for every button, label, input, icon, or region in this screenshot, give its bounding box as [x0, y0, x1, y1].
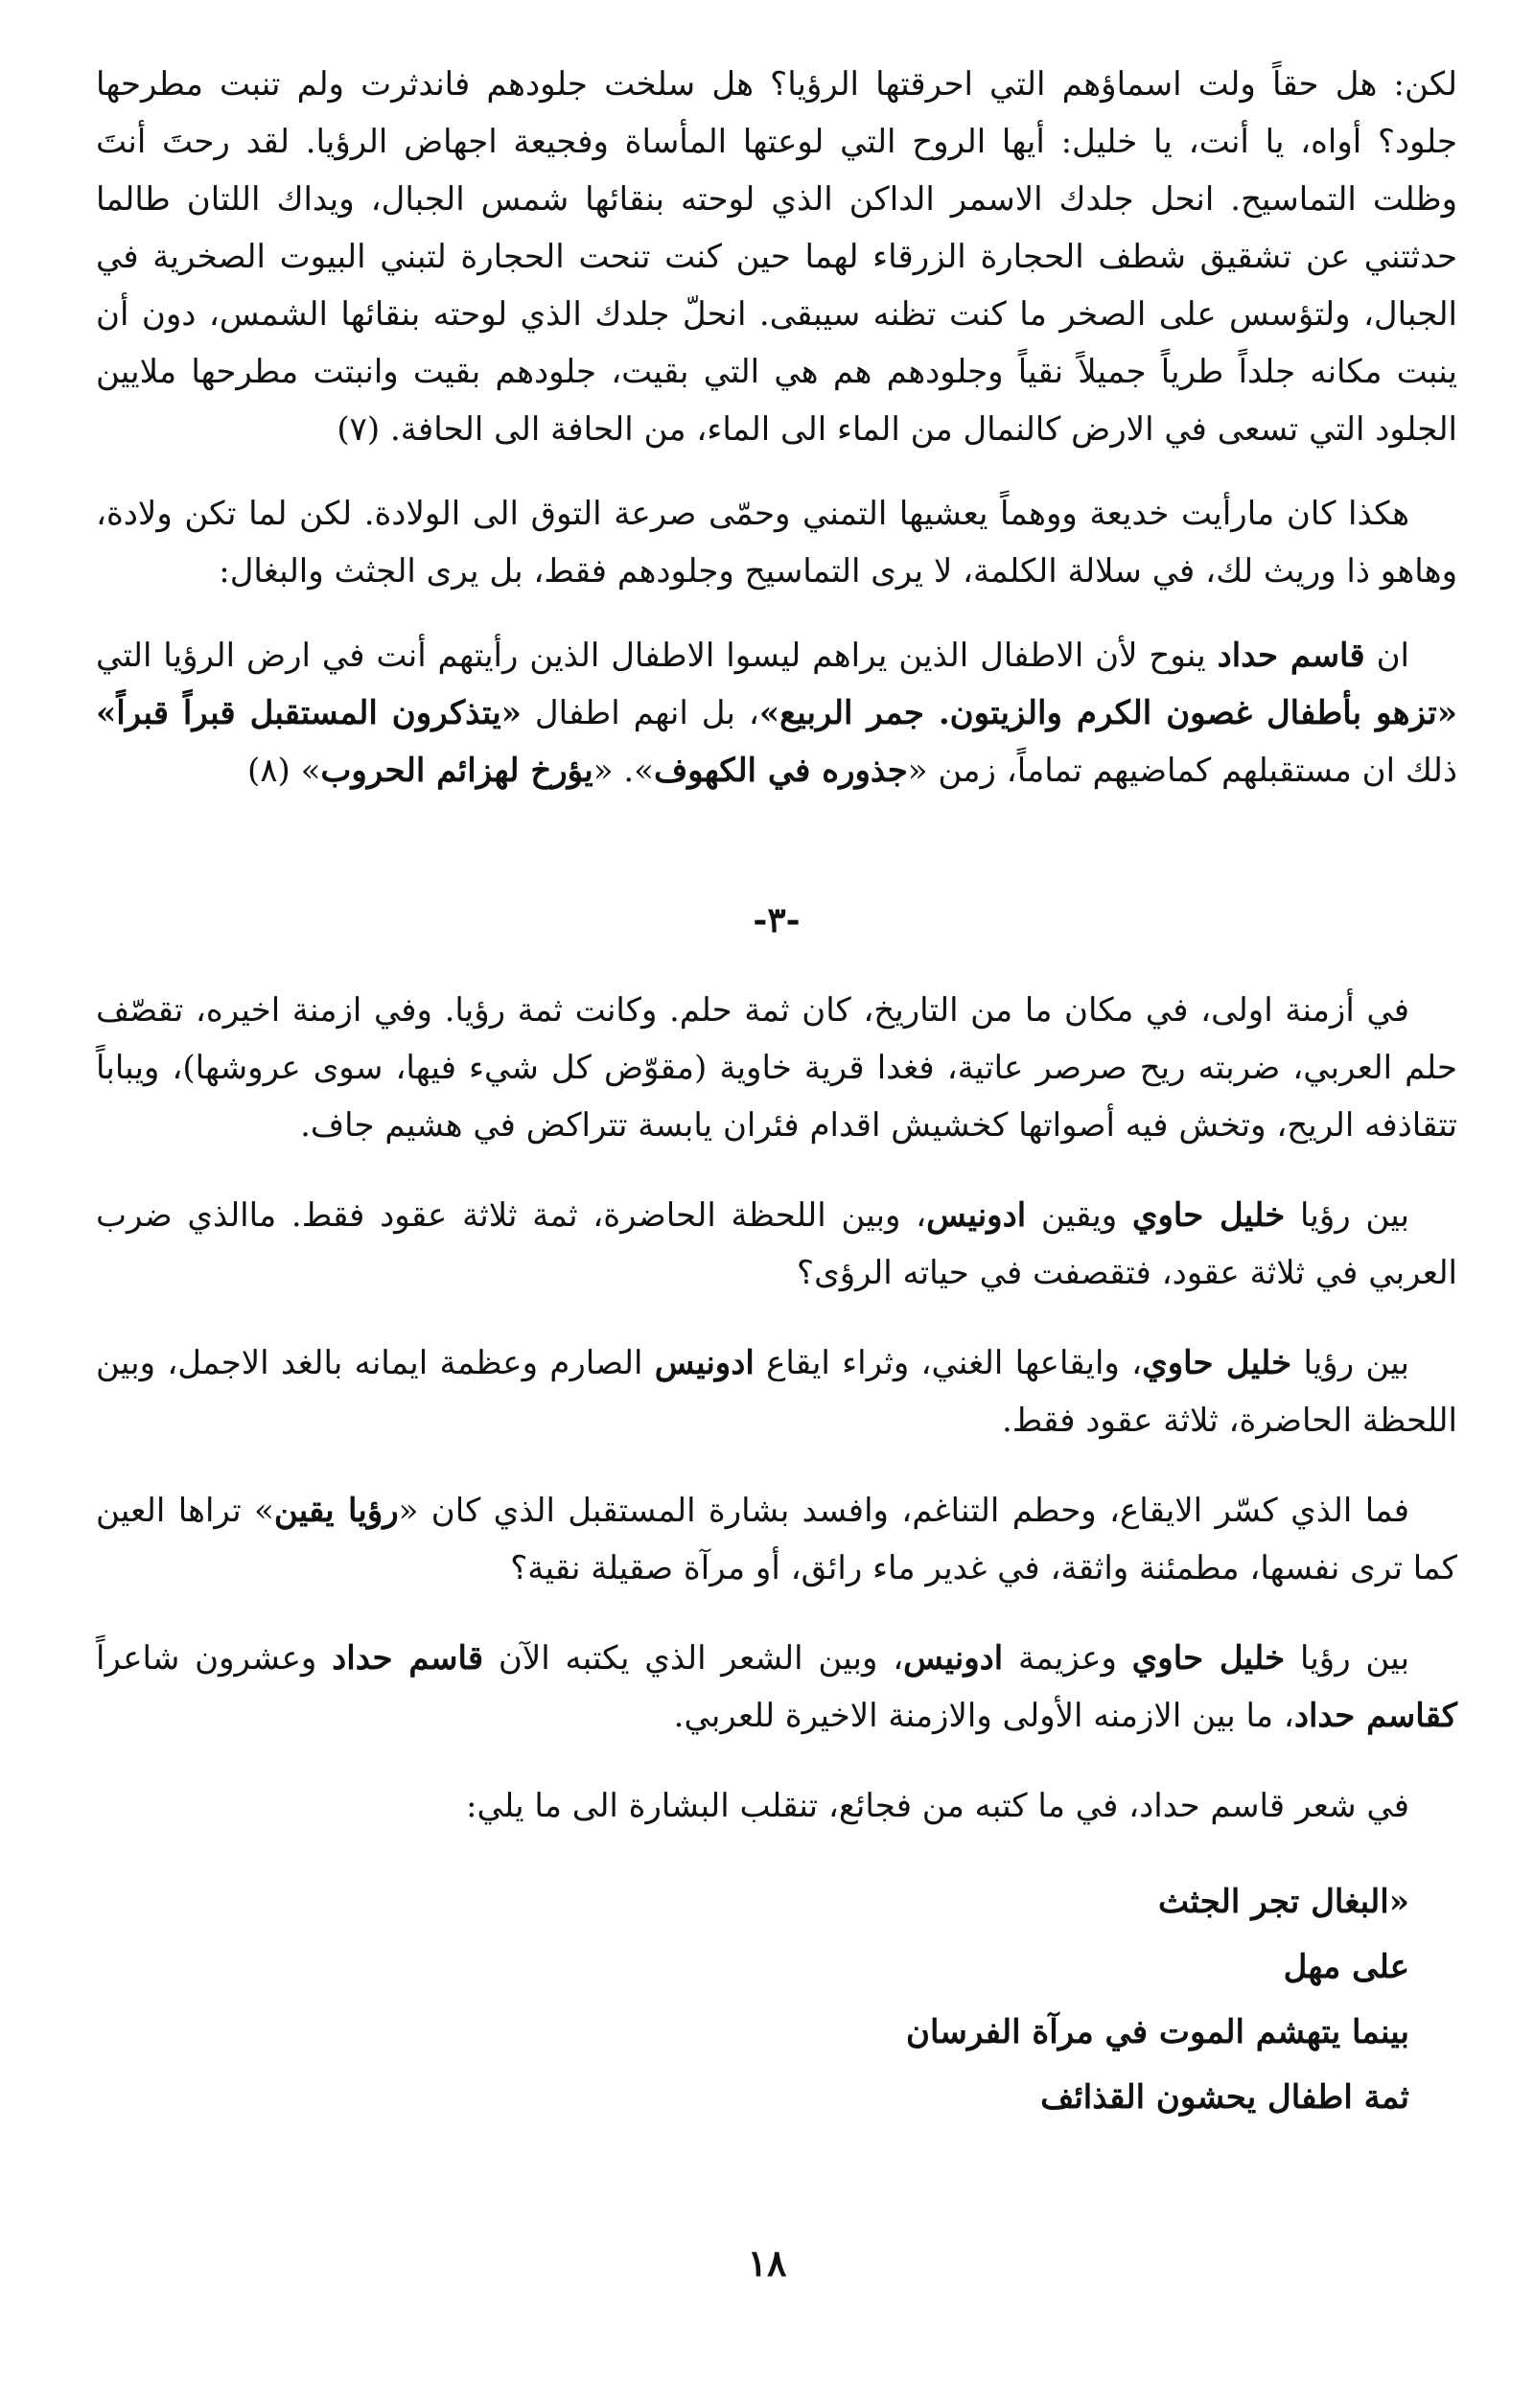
page-number: ١٨ [747, 2241, 787, 2284]
paragraph-2: هكذا كان مارأيت خديعة ووهماً يعشيها التمني وحمّى صرعة التوق الى الولادة. لكن لما تكن ولادة، وهاهو ذا وريث لك، في سلالة الكلمة، لا يرى التماسيح وجلودهم فقط، بل يرى الجثث والبغال: [96, 495, 1457, 590]
p8-name-qasim-2: كقاسم حداد [1293, 1697, 1457, 1735]
paragraph-6 [96, 1334, 1457, 1449]
p3-quote-1: «تزهو بأطفال غصون الكرم والزيتون. جمر الربيع» [758, 694, 1458, 732]
p3-text-g: ذلك ان مستقبلهم كماضيهم تماماً، زمن « [907, 752, 1457, 790]
p8-text-a: بين رؤيا [1299, 1639, 1410, 1678]
p3-text-k: » (٨) [246, 752, 321, 790]
p8-text-e: ، وبين الشعر الذي يكتبه الآن [498, 1639, 904, 1678]
p6-text-c: ، وايقاعها الغني، وثراء ايقاع [766, 1344, 1143, 1382]
p3-quote-4: يؤرخ لهزائم الحروب [320, 752, 593, 790]
p3-text-a: ان [1376, 637, 1409, 675]
paragraph-1: لكن: هل حقاً ولت اسماؤهم التي احرقتها الرؤيا؟ هل سلخت جلودهم فاندثرت ولم تنبت مطرحها جلود؟ أواه، يا أنت، يا خليل: أيها الروح التي لوعتها المأساة وفجيعة اجهاض الرؤيا. لقد رحتَ أنتَ وظلت التماسيح. انحل جلدك الاسمر الداكن الذي لوحته بنقائها شمس الجبال، ويداك اللتان طالما حدثتني عن تشقيق شطف الحجارة الزرقاء لهما حين كنت تنحت الحجارة لتبني البيوت الصخرية في الجبال، ولتؤسس على الصخر ما كنت تظنه سيبقى. انحلّ جلدك الذي لوحته بنقائها الشمس، دون أن ينبت مكانه جلداً طرياً جميلاً نقياً وجلودهم هم هي التي بقيت، جلودهم بقيت وانبتت مطرحها ملايين الجلود التي تسعى في الارض كالنمال من الماء الى الماء، من الحافة الى الحافة. (٧) [96, 65, 1457, 449]
p6-text-e: الصارم وعظمة ايمانه بالغد الاجمل، وبين اللحظة الحاضرة، ثلاثة عقود فقط. [96, 1344, 1457, 1440]
p7-text-a: فما الذي كسّر الايقاع، وحطم التناغم، وافسد بشارة المستقبل الذي كان « [398, 1492, 1409, 1530]
poem-line: ثمة اطفال يحشون القذائف [1040, 2078, 1409, 2117]
p7-quote: رؤيا يقين [273, 1492, 399, 1530]
p3-text-i: ». « [593, 752, 654, 790]
paragraph-8 [96, 1630, 1457, 1745]
p3-name-qasim: قاسم حداد [1217, 637, 1365, 675]
p8-name-qasim: قاسم حداد [332, 1639, 484, 1678]
p6-name-khalil: خليل حاوي [1142, 1344, 1292, 1382]
p3-quote-2: «يتذكرون المستقبل قبراً قبراً» [96, 694, 522, 732]
poem-line: بينما يتهشم الموت في مرآة الفرسان [906, 2013, 1409, 2051]
section-number: -٣- [753, 900, 801, 940]
p6-name-adonis: ادونيس [654, 1344, 755, 1382]
poem-line: على مهل [1283, 1948, 1409, 1986]
paragraph-3 [96, 627, 1457, 799]
poem-line: «البغال تجر الجثث [1157, 1883, 1409, 1921]
p5-text-a: بين رؤيا [1300, 1196, 1409, 1235]
paragraph-9: في شعر قاسم حداد، في ما كتبه من فجائع، تنقلب البشارة الى ما يلي: [466, 1787, 1409, 1825]
p3-text-e: ، بل انهم اطفال [534, 694, 759, 732]
paragraph-4: في أزمنة اولى، في مكان ما من التاريخ، كان ثمة حلم. وكانت ثمة رؤيا. وفي ازمنة اخيره، تقصّف حلم العربي، ضربته ريح صرصر عاتية، فغدا قرية خاوية (مقوّض كل شيء فيها، سوى عروشها)، ويباباً تتقاذفه الريح، وتخش فيه أصواتها كخشيش اقدام فئران يابسة تتراكض في هشيم جاف. [96, 991, 1457, 1145]
p8-text-i: ، ما بين الازمنه الأولى والازمنة الاخيرة للعربي. [673, 1697, 1294, 1735]
p6-text-a: بين رؤيا [1303, 1344, 1410, 1382]
p5-name-khalil: خليل حاوي [1131, 1196, 1286, 1235]
p3-quote-3: جذوره في الكهوف [653, 752, 908, 790]
p8-name-khalil: خليل حاوي [1131, 1639, 1286, 1678]
p8-name-adonis: ادونيس [903, 1639, 1004, 1678]
document-page [96, 56, 1457, 2130]
paragraph-7 [96, 1482, 1457, 1597]
poem-block [96, 1869, 1457, 2130]
paragraph-5 [96, 1187, 1457, 1302]
p5-text-c: ويقين [1040, 1196, 1118, 1235]
p3-text-c: ينوح لأن الاطفال الذين يراهم ليسوا الاطفال الذين رأيتهم أنت في ارض الرؤيا التي [96, 637, 1206, 675]
p5-text-e: ، وبين اللحظة الحاضرة، ثمة ثلاثة عقود فقط. ماالذي ضرب العربي في ثلاثة عقود، فتقصفت في حياته الرؤى؟ [96, 1196, 1457, 1292]
p7-text-c: » تراها العين كما ترى نفسها، مطمئنة واثقة، في غدير ماء رائق، أو مرآة صقيلة نقية؟ [96, 1492, 1457, 1587]
p5-name-adonis: ادونيس [926, 1196, 1027, 1235]
p8-text-c: وعزيمة [1018, 1639, 1117, 1678]
p8-text-g: وعشرون شاعراً [96, 1639, 317, 1678]
